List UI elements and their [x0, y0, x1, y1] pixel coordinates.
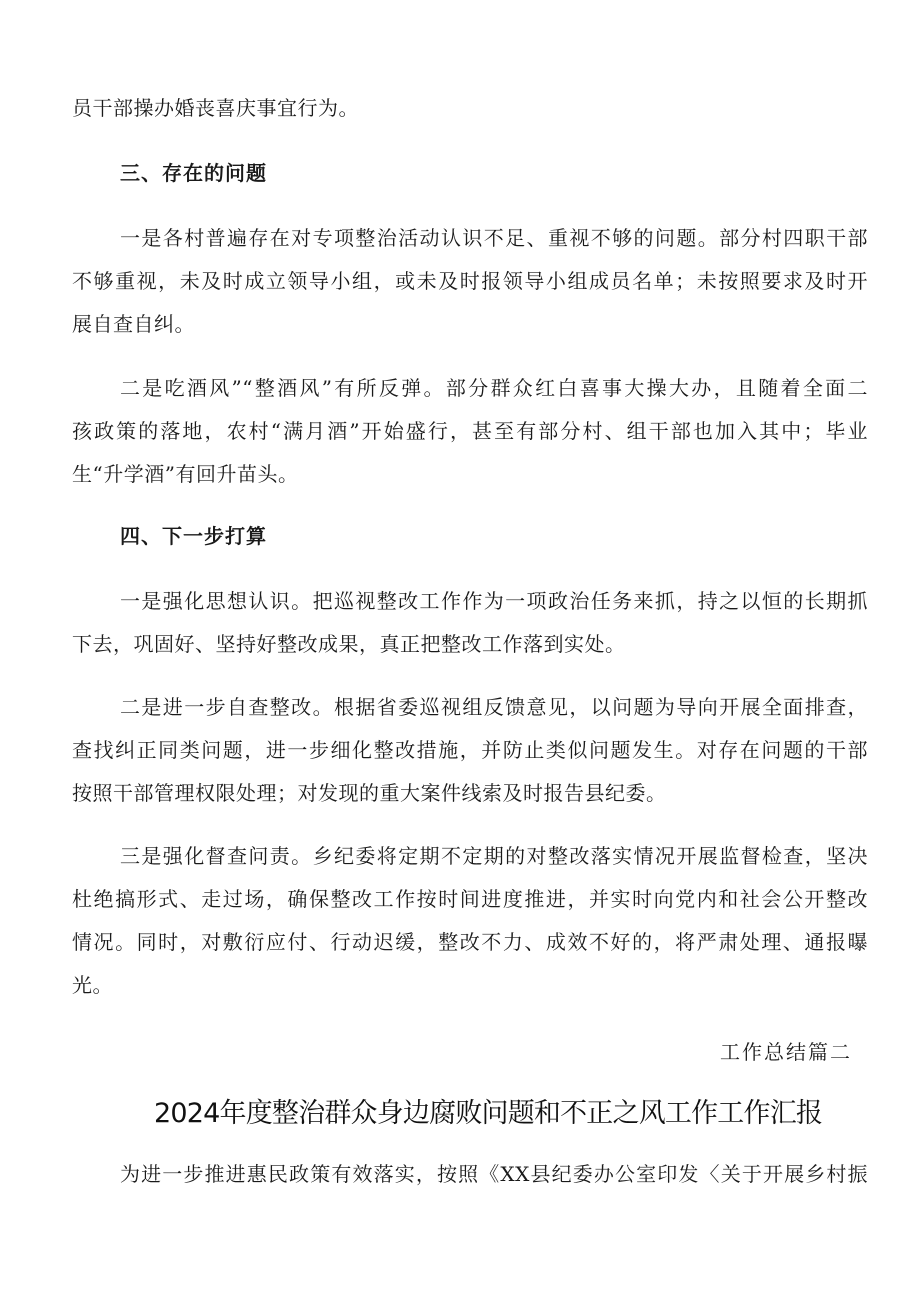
text-line: 光。: [72, 973, 113, 997]
document-title: 2024年度整治群众身边腐败问题和不正之风工作工作汇报: [154, 1098, 823, 1129]
section-heading: 四、下一步打算: [120, 524, 267, 548]
text-line: 孩政策的落地，农村“满月酒”开始盛行，甚至有部分村、组干部也加入其中；毕业: [72, 419, 868, 443]
part-label: 工作总结篇二: [720, 1040, 852, 1064]
section-heading: 三、存在的问题: [120, 161, 267, 185]
text-line: 为进一步推进惠民政策有效落实，按照《XX县纪委办公室印发〈关于开展乡村振: [120, 1162, 868, 1186]
text-line: 员干部操办婚丧喜庆事宜行为。: [72, 96, 359, 120]
text-line: 杜绝搞形式、走过场，确保整改工作按时间进度推进，并实时向党内和社会公开整改: [72, 887, 868, 911]
text-line: 不够重视，未及时成立领导小组，或未及时报领导小组成员名单；未按照要求及时开: [72, 269, 868, 293]
text-line: 一是各村普遍存在对专项整治活动认识不足、重视不够的问题。部分村四职干部: [120, 226, 868, 250]
text-line: 按照干部管理权限处理；对发现的重大案件线索及时报告县纪委。: [72, 781, 667, 805]
text-line: 生“升学酒”有回升苗头。: [72, 462, 299, 486]
text-line: 一是强化思想认识。把巡视整改工作作为一项政治任务来抓，持之以恒的长期抓: [120, 589, 868, 613]
text-line: 三是强化督查问责。乡纪委将定期不定期的对整改落实情况开展监督检查，坚决: [120, 844, 868, 868]
text-line: 二是进一步自查整改。根据省委巡视组反馈意见，以问题为导向开展全面排查，: [120, 695, 868, 719]
text-line: 下去，巩固好、坚持好整改成果，真正把整改工作落到实处。: [72, 632, 626, 656]
text-line: 二是吃酒风”“整酒风”有所反弹。部分群众红白喜事大操大办，且随着全面二: [120, 376, 868, 400]
text-line: 查找纠正同类问题，进一步细化整改措施，并防止类似问题发生。对存在问题的干部: [72, 738, 868, 762]
text-line: 情况。同时，对敷衍应付、行动迟缓，整改不力、成效不好的，将严肃处理、通报曝: [72, 930, 868, 954]
text-line: 展自查自纠。: [72, 312, 195, 336]
